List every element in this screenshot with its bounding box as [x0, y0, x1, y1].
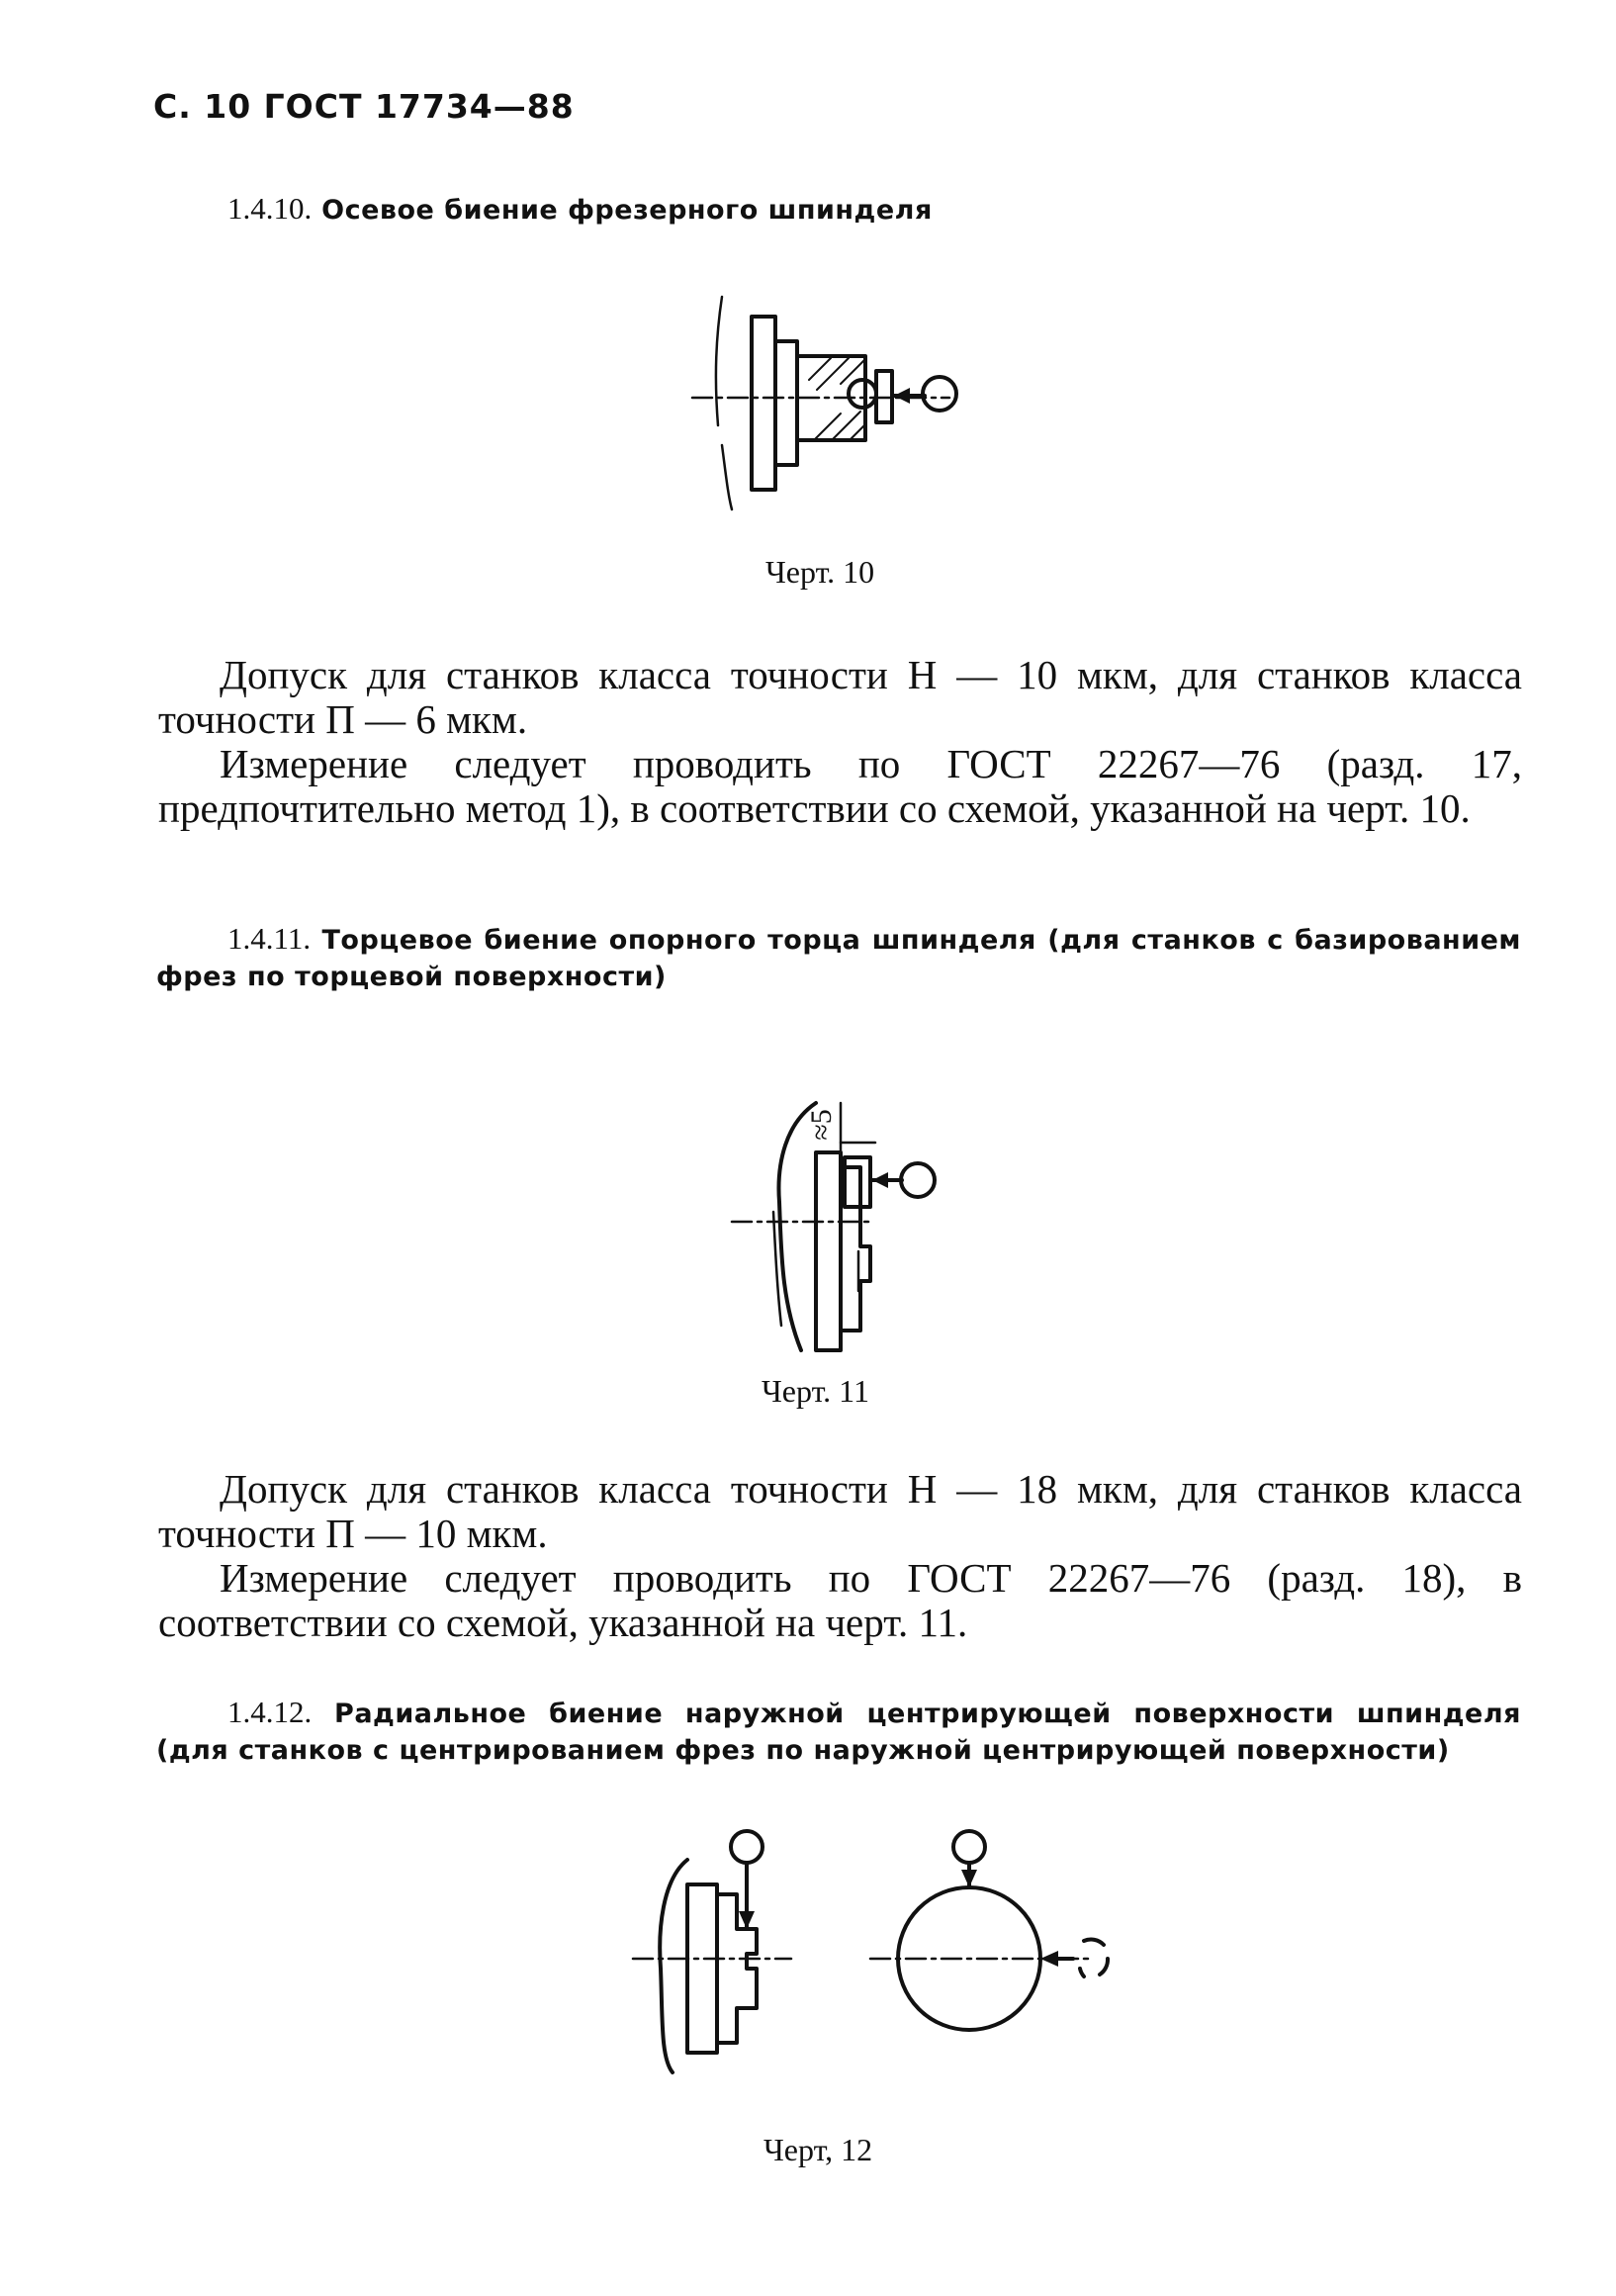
paragraph: Допуск для станков класса точности Н — 18 мкм, для станков класса точности П — 10 мкм.: [158, 1466, 1522, 1556]
drawing-12-front: [870, 1820, 1127, 2048]
spindle-flange: [752, 317, 775, 490]
section-number: 1.4.10.: [227, 191, 313, 226]
spindle-flange: [687, 1884, 717, 2053]
dimension-label: ≈5: [805, 1109, 838, 1141]
test-ball: [849, 380, 876, 408]
spindle-step: [775, 341, 797, 465]
section-number: 1.4.11.: [227, 921, 312, 956]
paragraph: Измерение следует проводить по ГОСТ 22267—76 (разд. 18), в соответствии со схемой, указанной на черт. 11.: [158, 1555, 1522, 1645]
paragraph: Допуск для станков класса точности Н — 10 мкм, для станков класса точности П — 6 мкм.: [158, 652, 1522, 742]
page-header: С. 10 ГОСТ 17734—88: [153, 87, 575, 126]
figure-caption-11: Черт. 11: [762, 1373, 869, 1409]
section-title: Торцевое биение опорного торца шпинделя (для станков с базированием фрез по торцевой поверхности): [156, 925, 1521, 992]
section-heading-1-4-12: [156, 1694, 1521, 1769]
section-heading-1-4-10: [227, 190, 1543, 229]
dial-indicator-icon: [953, 1831, 985, 1863]
section-number: 1.4.12.: [227, 1695, 313, 1729]
section-heading-1-4-11: [156, 920, 1521, 995]
drawing-11: [732, 1054, 959, 1370]
dial-indicator-icon: [731, 1831, 763, 1863]
dial-indicator-icon: [901, 1163, 935, 1197]
text-block-1: [158, 653, 1522, 831]
drawing-10: [692, 287, 989, 514]
figure-caption-10: Черт. 10: [765, 554, 875, 590]
paragraph: Измерение следует проводить по ГОСТ 22267—76 (разд. 17, предпочтительно метод 1), в соответствии со схемой, указанной на черт. 10.: [158, 741, 1522, 831]
figure-caption-12: Черт, 12: [763, 2132, 873, 2167]
test-mandrel: [845, 1157, 870, 1207]
section-title: Радиальное биение наружной центрирующей поверхности шпинделя (для станков с центрированием фрез по наружной центрирующей поверхности): [156, 1699, 1521, 1766]
text-block-2: [158, 1467, 1522, 1645]
spindle-flange: [816, 1152, 841, 1350]
dial-indicator-icon: [923, 377, 956, 411]
section-title: Осевое биение фрезерного шпинделя: [321, 195, 933, 226]
drawing-12-side: [633, 1820, 801, 2097]
